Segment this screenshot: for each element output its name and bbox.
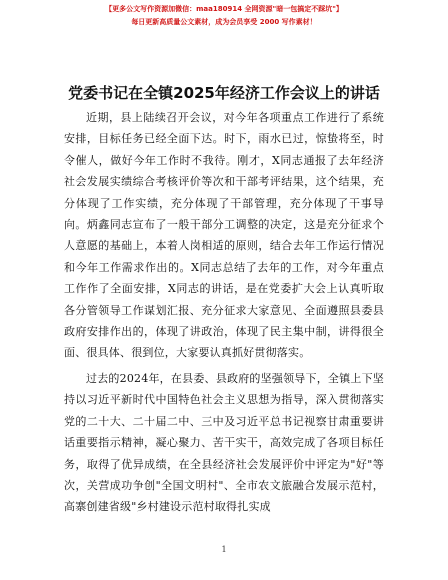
- document-body: [64, 107, 384, 518]
- paragraph-2: 过去的2024年，在县委、县政府的坚强领导下，全镇上下坚持以习近平新时代中国特色社会主义思想为指导，深入贯彻落实党的二十大、二十届二中、三中及习近平总书记视察甘肃重要讲话重要指示精神，凝心聚力、苦干实干，高效完成了各项目标任务，取得了优异成绩，在全县经济社会发展评价中评定为"好"等次，关营成功争创"全国文明村"、全市农文旅融合发展示范村，高寨创建省级"乡村建设示范村取得扎实成: [64, 371, 384, 514]
- promo-banner-line-2: 每日更新高质量公文素材，成为会员享受 2000 写作素材！: [131, 18, 317, 26]
- paragraph-1: 近期，县上陆续召开会议，对今年各项重点工作进行了系统安排，目标任务已经全面下达。时下，雨水已过，惊蛰将至，时令催人，做好今年工作时不我待。刚才，X同志通报了去年经济社会发展实绩综合考核评价等次和干部考评结果，这个结果，充分体现了工作实绩，充分体现了干部管理，充分体现了干事导向。炳鑫同志宣布了一般干部分工调整的决定，这是充分征求个人意愿的基础上，本着人岗相适的原则，结合去年工作运行情况和今年工作需求作出的。X同志总结了去年的工作，对今年重点工作作了全面安排，X同志的讲话，是在党委扩大会上认真听取各分管领导工作谋划汇报、充分征求大家意见、全面遵照县委县政府安排作出的，体现了讲政治，体现了民主集中制，讲得很全面、很具体、很到位，大家要认真抓好贯彻落实。: [64, 111, 384, 360]
- page-number: 1: [221, 545, 227, 554]
- promo-banner-line-1: 【更多公文写作资源加微信：maa180914 全网资源"暗一包搞定不踩坑"】: [105, 5, 343, 13]
- document-title: 党委书记在全镇2025年经济工作会议上的讲话: [68, 84, 380, 102]
- promo-banner: [0, 4, 448, 27]
